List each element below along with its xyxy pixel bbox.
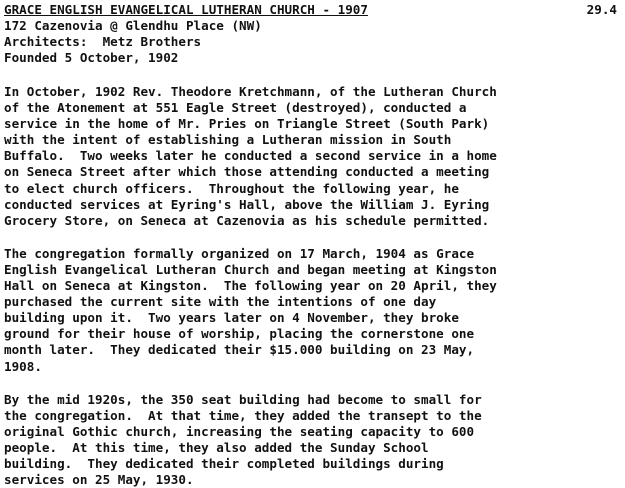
history-paragraph-1 bbox=[4, 84, 621, 229]
founded-line: Founded 5 October, 1902 bbox=[4, 50, 179, 65]
paragraph-line: to elect church officers. Throughout the following year, he bbox=[4, 180, 459, 196]
church-info-block bbox=[4, 18, 621, 66]
paragraph-line: building. They dedicated their completed buildings during bbox=[4, 455, 444, 471]
paragraph-line: service in the home of Mr. Pries on Triangle Street (South Park) bbox=[4, 116, 490, 132]
paragraph-line: ground for their house of worship, placing the cornerstone one bbox=[4, 326, 475, 342]
paragraph-line: In October, 1902 Rev. Theodore Kretchmann, of the Lutheran Church bbox=[4, 84, 497, 99]
paragraph-line: building upon it. Two years later on 4 November, they broke bbox=[4, 310, 459, 326]
paragraph-line: services on 25 May, 1930. bbox=[4, 472, 194, 488]
document-header bbox=[4, 2, 621, 18]
paragraph-line: people. At this time, they also added the Sunday School bbox=[4, 439, 429, 455]
paragraph-line: on Seneca Street after which those attending conducted a meeting bbox=[4, 164, 490, 180]
paragraph-line: English Evangelical Lutheran Church and began meeting at Kingston bbox=[4, 261, 497, 277]
paragraph-line: the congregation. At that time, they added the transept to the bbox=[4, 407, 482, 423]
page-number: 29.4 bbox=[586, 2, 617, 17]
paragraph-line: month later. They dedicated their $15.000 building on 23 May, bbox=[4, 342, 475, 358]
history-paragraph-2 bbox=[4, 246, 621, 375]
architects-line: Architects: Metz Brothers bbox=[4, 34, 202, 49]
paragraph-line: of the Atonement at 551 Eagle Street (destroyed), conducted a bbox=[4, 100, 467, 116]
paragraph-line: purchased the current site with the intentions of one day bbox=[4, 294, 437, 310]
paragraph-line: Buffalo. Two weeks later he conducted a second service in a home bbox=[4, 148, 497, 164]
history-paragraph-3 bbox=[4, 392, 621, 488]
paragraph-line: Hall on Seneca at Kingston. The following year on 20 April, they bbox=[4, 278, 497, 294]
address-line: 172 Cazenovia @ Glendhu Place (NW) bbox=[4, 18, 262, 33]
paragraph-line: original Gothic church, increasing the seating capacity to 600 bbox=[4, 423, 475, 439]
document-title: GRACE ENGLISH EVANGELICAL LUTHERAN CHURCH - 1907 bbox=[4, 2, 368, 17]
paragraph-line: conducted services at Eyring's Hall, above the William J. Eyring bbox=[4, 196, 490, 212]
document-page bbox=[4, 2, 621, 488]
paragraph-line: The congregation formally organized on 17 March, 1904 as Grace bbox=[4, 245, 475, 261]
paragraph-line: with the intent of establishing a Lutheran mission in South bbox=[4, 132, 452, 148]
paragraph-line: By the mid 1920s, the 350 seat building had become to small for bbox=[4, 391, 482, 407]
paragraph-line: Grocery Store, on Seneca at Cazenovia as his schedule permitted. bbox=[4, 212, 490, 228]
paragraph-line: 1908. bbox=[4, 358, 42, 374]
